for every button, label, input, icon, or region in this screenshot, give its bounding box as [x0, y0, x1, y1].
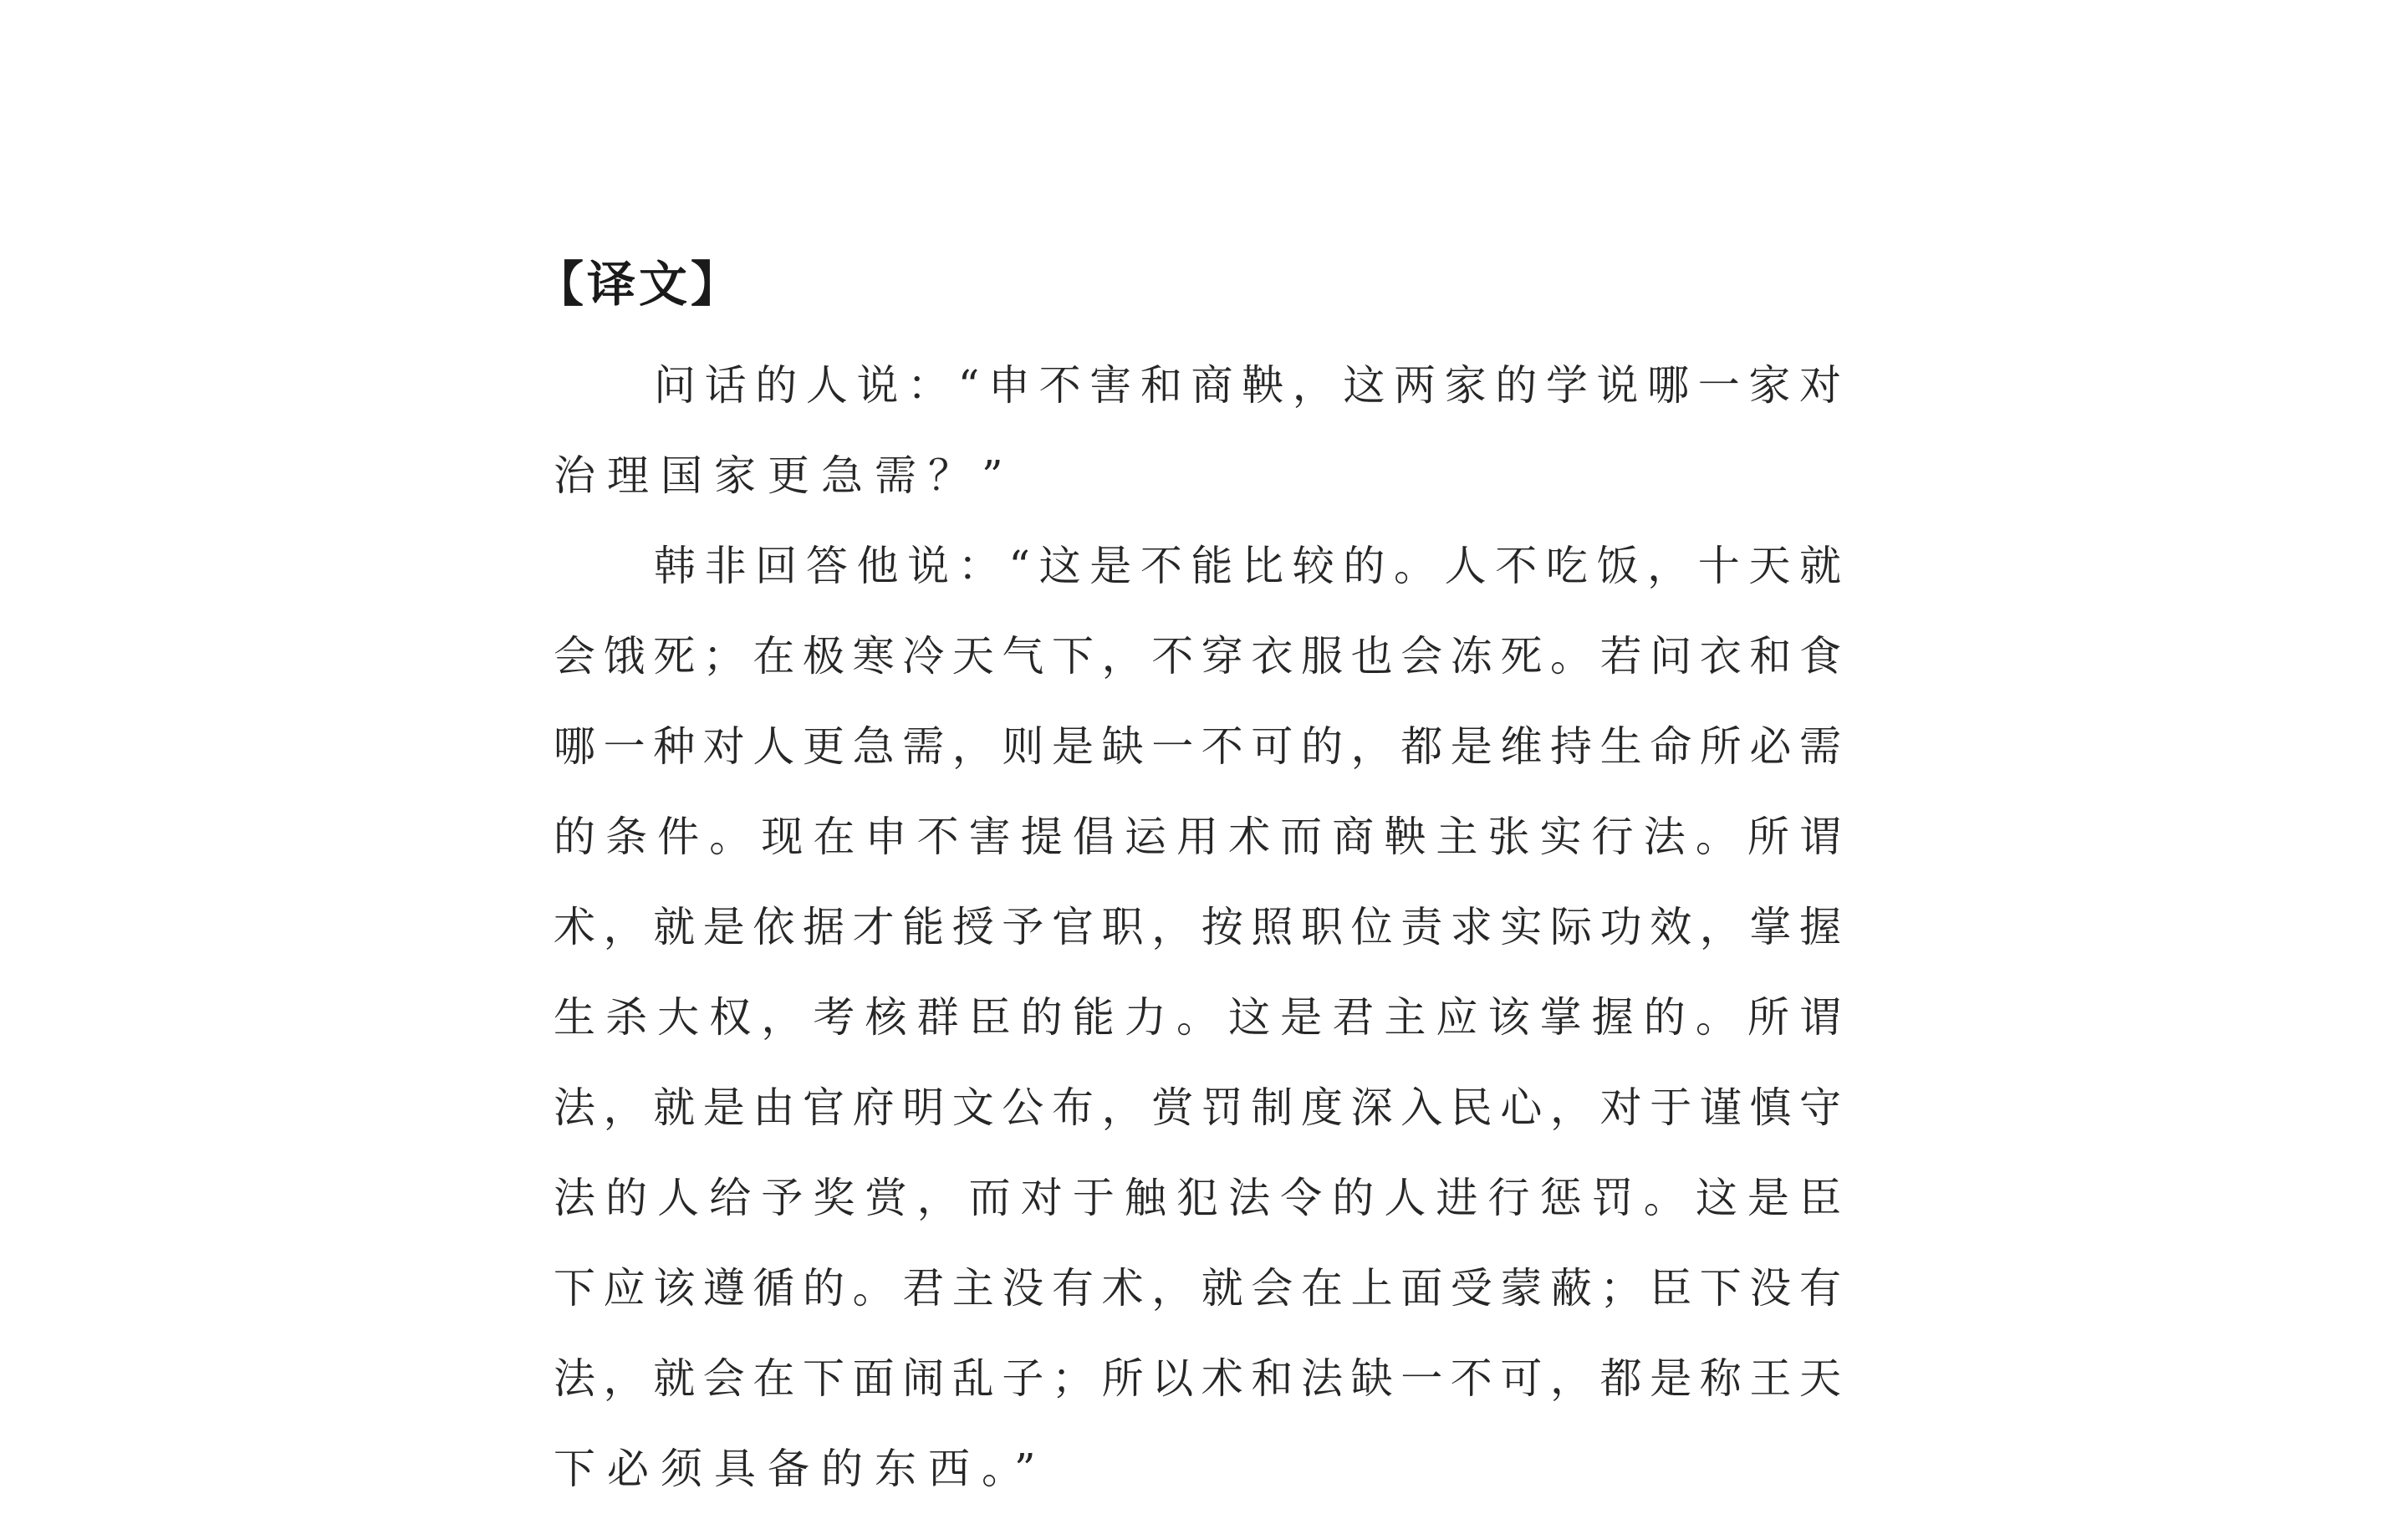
paragraph-2-line-2: 会饿死；在极寒冷天气下，不穿衣服也会冻死。若问衣和食	[554, 632, 1841, 681]
translation-body	[554, 340, 1841, 1514]
paragraph-2-line-5: 术，就是依据才能授予官职，按照职位责求实际功效，掌握	[554, 903, 1841, 951]
paragraph-2-line-7: 法，就是由官府明文公布，赏罚制度深入民心，对于谨慎守	[554, 1083, 1841, 1132]
paragraph-2-line-4: 的条件。现在申不害提倡运用术而商鞅主张实行法。所谓	[554, 813, 1841, 861]
paragraph-2-line-10: 法，就会在下面闹乱子；所以术和法缺一不可，都是称王天	[554, 1354, 1841, 1403]
paragraph-2-line-8: 法的人给予奖赏，而对于触犯法令的人进行惩罚。这是臣	[554, 1174, 1841, 1222]
paragraph-2-line-11: 下必须具备的东西。”	[554, 1445, 1048, 1493]
paragraph-1-line-1: 问话的人说：“申不害和商鞅，这两家的学说哪一家对	[654, 361, 1841, 410]
paragraph-2-line-6: 生杀大权，考核群臣的能力。这是君主应该掌握的。所谓	[554, 993, 1841, 1042]
paragraph-2-line-3: 哪一种对人更急需，则是缺一不可的，都是维持生命所必需	[554, 722, 1841, 771]
paragraph-2-line-1: 韩非回答他说：“这是不能比较的。人不吃饭，十天就	[654, 542, 1841, 590]
paragraph-2-line-9: 下应该遵循的。君主没有术，就会在上面受蒙蔽；臣下没有	[554, 1264, 1841, 1313]
paragraph-1-line-2: 治理国家更急需？”	[554, 451, 1015, 500]
section-heading: 【译文】	[535, 256, 743, 313]
